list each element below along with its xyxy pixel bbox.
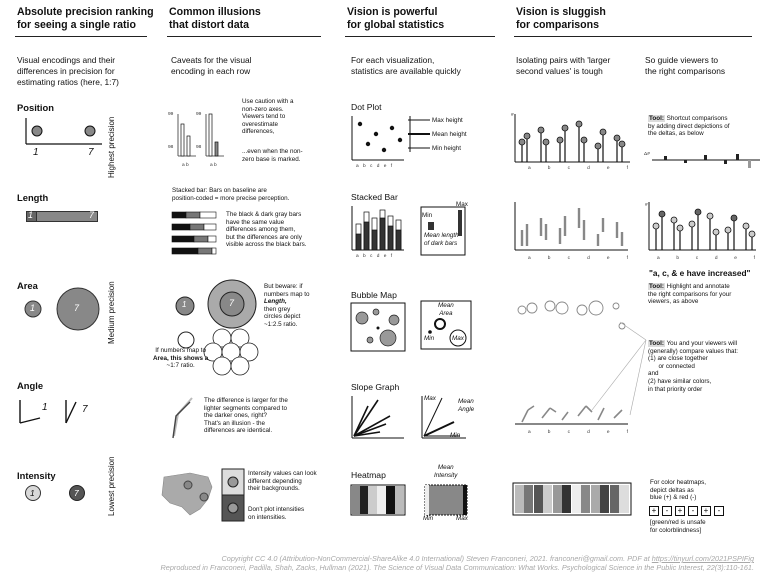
footer-link[interactable]: https://tinyurl.com/2021PSPIFig [651,554,754,563]
delta-label: Δ# [644,152,650,157]
delta-sign-swatches: + - + - + - [649,506,724,516]
illusion-stacked-bars [171,210,231,260]
area-illusion-value-1: 1 [182,300,187,309]
heatmap-max-label: Max [456,515,468,522]
axis-tick-99: 99 [168,112,174,117]
area-value-1: 1 [30,303,36,313]
header-col2: Common illusions that distort data [169,6,261,31]
area-note-2: If numbers map to Area, this shows a ~1:7 ratio. [153,347,209,370]
comparison-lollipop-chart [512,112,632,168]
subheader-col1: Visual encodings and their differences in precision for estimating ratios (here, 1:7) [17,55,119,87]
stacked-min-label: Min [422,212,433,219]
intensity-value-7: 7 [74,488,79,498]
precision-label-medium: Medium precision [107,281,116,344]
comparison-x-letters: a b c d e f [528,166,628,171]
mean-area-label: Mean Area [438,302,454,317]
comparison-x-letters: a b c d e f [657,256,755,261]
highlight-quote: "a, c, & e have increased" [649,268,751,278]
comparison-highlight-chart [646,200,758,256]
area-note: But beware: if numbers map to Length, then grey circles depict ~1:2.5 ratio. [264,283,310,328]
footer: Copyright CC 4.0 (Attribution-NonCommercial-ShareAlike 4.0 International) Steven Franconeri, 2021. franconeri@gmail.com. PDF at https://tinyurl.com/2021PSPIFig Reproduced in Franconeri, Padilla, Shah, Zacks, Hullman (2021). The Science of Visual Data Communication: What Works. Psychological Science in the Public Interest, 22(3):110-161. [160,554,754,572]
mean-intensity-label: Mean Intensity [434,464,458,479]
position-value-7: 7 [88,147,94,158]
delta-bar-chart [652,150,762,176]
comparison-x-letters: a b c d e f [528,256,628,261]
precision-label-highest: Highest precision [107,116,116,178]
length-note: Stacked bar: Bars on baseline are position-coded = more precise perception. [172,187,290,202]
heatmap-title: Heatmap [351,470,386,480]
bubble-min-label: Min [424,335,435,342]
row-label-intensity: Intensity [17,470,56,481]
axis-x-labels: a b [210,163,217,168]
slope-graph-title: Slope Graph [351,382,400,392]
angle-value-7: 7 [82,404,88,415]
dot-plot-summary-ticks [408,116,432,156]
comparison-hash-label: # [511,113,514,118]
comparison-heatmap-row [512,482,632,516]
max-height-label: Max height [432,117,463,124]
position-value-1: 1 [33,147,39,158]
heatmap-summary [424,484,468,516]
header-rule [167,36,321,37]
area-illusion-value-7: 7 [229,298,235,308]
tool-note-1: Tool: Shortcut comparisons by adding direct depictions of the deltas, as below [648,115,730,138]
angle-value-1: 1 [42,402,48,413]
precision-label-lowest: Lowest precision [107,456,116,516]
comparison-x-letters: a b c d e f [528,430,628,435]
stacked-bar-x-labels: a b c d e f [356,254,394,259]
length-note-2: The black & dark gray bars have the same value differences among them, but the differences are only visible across the black bars. [226,211,307,249]
subheader-col4a: Isolating pairs with 'larger second values' is tough [516,55,611,76]
dot-plot-chart [350,114,406,166]
row-label-position: Position [17,102,54,113]
intensity-note-2: Don't plot intensities on intensities. [248,506,305,521]
stacked-max-label: Max [456,201,468,208]
header-col1: Absolute precision ranking for seeing a single ratio [17,6,154,31]
bubble-map-chart [350,302,406,352]
heatmap-note: For color heatmaps, depict deltas as blue (+) & red (-) [650,479,706,502]
heatmap-chart [350,484,406,516]
row-label-length: Length [17,192,49,203]
axis-x-labels: a b [182,163,189,168]
tool-note-2: Tool: Highlight and annotate the right comparisons for your viewers, as above [648,283,732,306]
header-col4: Vision is sluggish for comparisons [516,6,606,31]
header-col3: Vision is powerful for global statistics [347,6,445,31]
slope-graph-chart [350,394,406,442]
subheader-col2: Caveats for the visual encoding in each row [171,55,252,76]
heatmap-min-label: Min [423,515,434,522]
length-value-1: 1 [28,210,34,220]
length-value-7: 7 [89,210,95,220]
bubble-map-title: Bubble Map [351,290,397,300]
position-note: Use caution with a non-zero axes. Viewers tend to overestimate differences, [242,98,294,136]
stacked-bar-chart [350,204,406,256]
mean-angle-label: Mean Angle [458,398,475,413]
mean-length-label: Mean length of dark bars [424,232,459,247]
angle-encoding [18,398,108,428]
bubble-max-label: Max [452,335,464,342]
subheader-col3: For each visualization, statistics are available quickly [351,55,461,76]
comparison-hash-label: # [645,203,648,208]
axis-tick-98: 98 [168,145,174,150]
comparison-bar-chart [512,200,630,256]
dot-plot-x-labels: a b c d e f [356,164,394,169]
subheader-col4b: So guide viewers to the right comparisons [645,55,726,76]
mean-height-label: Mean height [432,131,467,138]
illusion-intensity-map [160,465,250,525]
illusion-nonzero-axis [172,110,232,166]
min-height-label: Min height [432,145,462,152]
dot-plot-title: Dot Plot [351,102,382,112]
tool-note-3: Tool: You and your viewers will (generally) compare values that: (1) are close together or connected and (2) have similar colors, in that priority order [648,340,738,393]
heatmap-note-2: [green/red is unsafe for colorblindness] [650,519,706,534]
axis-tick-98: 98 [196,145,202,150]
header-rule [514,36,752,37]
position-note-2: ...even when the non- zero base is marked. [242,148,303,163]
stacked-bar-title: Stacked Bar [351,192,398,202]
axis-tick-99: 99 [196,112,202,117]
header-rule [345,36,495,37]
slope-min-label: Min [450,432,461,439]
intensity-note: Intensity values can look different depending their backgrounds. [248,470,317,493]
area-value-7: 7 [74,303,80,313]
header-rule [15,36,147,37]
angle-note: The difference is larger for the lighter segments compared to the darker ones, right? That's an illusion - the differences are identical. [204,397,288,435]
intensity-value-1: 1 [30,488,35,498]
illusion-angle-segments [170,396,196,440]
row-label-angle: Angle [17,380,44,391]
slope-max-label: Max [424,395,436,402]
row-label-area: Area [17,280,38,291]
comparison-angle-row [512,394,630,428]
